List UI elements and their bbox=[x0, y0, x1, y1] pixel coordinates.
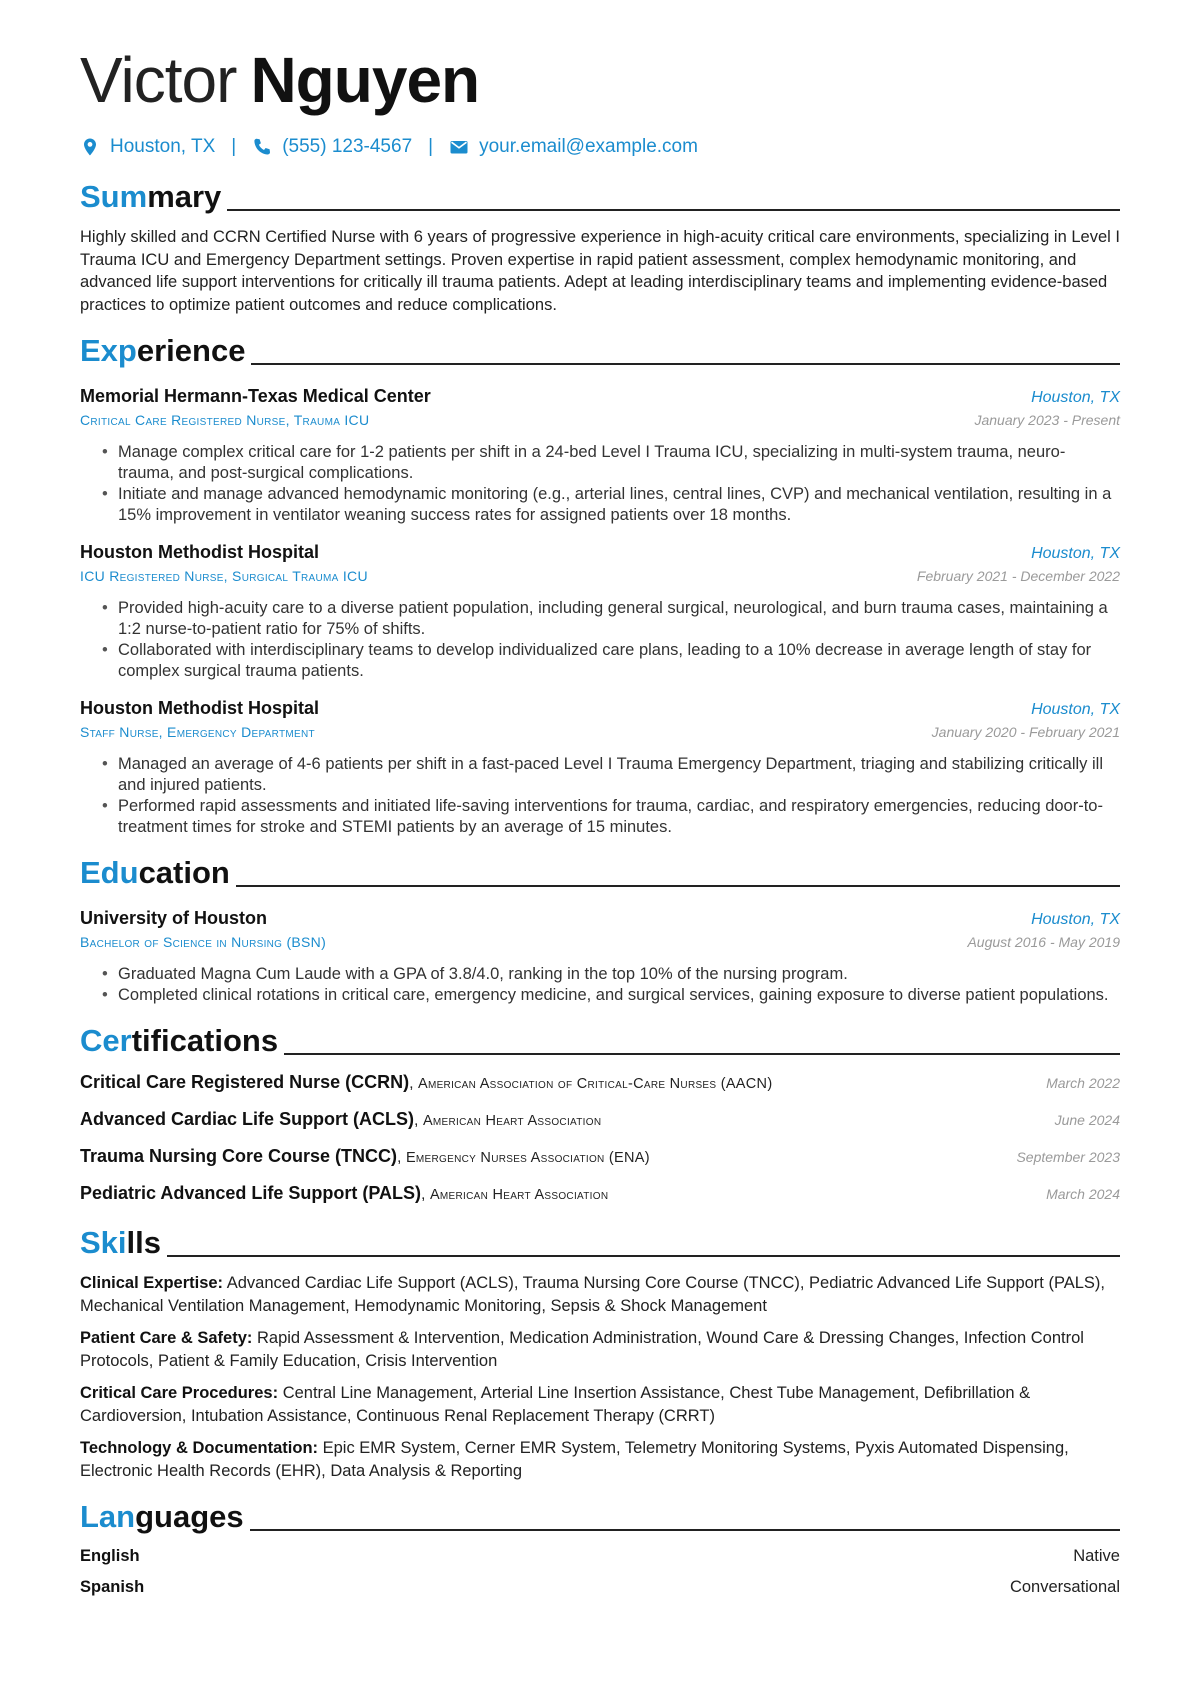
bullet-item: • Managed an average of 4-6 patients per shift in a fast-paced Level I Trauma Emergency Department, triaging and stabilizing critically ill and injured patients. bbox=[102, 755, 1104, 794]
job-location: Houston, TX bbox=[1031, 389, 1120, 406]
certification-date: March 2024 bbox=[1046, 1186, 1120, 1202]
job-title: Staff Nurse, Emergency Department bbox=[80, 724, 315, 740]
location-text: Houston, TX bbox=[110, 136, 216, 157]
skill-group bbox=[80, 1327, 1120, 1372]
certification-item: Trauma Nursing Core Course (TNCC), Emergency Nurses Association (ENA) September 2023 bbox=[80, 1146, 1120, 1166]
skill-group-label: Critical Care Procedures: bbox=[80, 1384, 279, 1402]
skill-group bbox=[80, 1272, 1120, 1317]
contact-location bbox=[80, 136, 215, 158]
skill-group bbox=[80, 1437, 1120, 1482]
experience-section bbox=[80, 332, 1120, 838]
certification-date: September 2023 bbox=[1016, 1149, 1120, 1165]
section-title: Experience bbox=[80, 333, 246, 368]
certifications-section bbox=[80, 1022, 1120, 1208]
job-dates: January 2023 - Present bbox=[974, 412, 1120, 428]
skill-group-text: Epic EMR System, Cerner EMR System, Telemetry Monitoring Systems, Pyxis Automated Dispensing, Electronic Health Records (EHR), Data Analysis & Reporting bbox=[80, 1439, 1069, 1480]
contact-phone[interactable] bbox=[252, 136, 412, 158]
degree-title: Bachelor of Science in Nursing (BSN) bbox=[80, 934, 327, 950]
certification-item: Critical Care Registered Nurse (CCRN), American Association of Critical-Care Nurses (AACN) March 2022 bbox=[80, 1072, 1120, 1092]
experience-entry bbox=[80, 384, 1120, 526]
education-entry bbox=[80, 906, 1120, 1006]
skills-section bbox=[80, 1224, 1120, 1482]
contact-email[interactable] bbox=[449, 136, 698, 158]
certification-name: Critical Care Registered Nurse (CCRN) bbox=[80, 1072, 410, 1092]
bullet-item: • Provided high-acuity care to a diverse patient population, including general surgical, neurological, and burn trauma cases, maintaining a 1:2 nurse-to-patient ratio for 75% of shifts. bbox=[102, 599, 1108, 638]
section-rule bbox=[250, 1529, 1120, 1531]
bullet-list bbox=[80, 964, 1120, 1006]
language-item bbox=[80, 1576, 1120, 1598]
skill-group-text: Advanced Cardiac Life Support (ACLS), Trauma Nursing Core Course (TNCC), Pediatric Advanced Life Support (PALS), Mechanical Ventilation Management, Hemodynamic Monitoring, Sepsis & Shock Management bbox=[80, 1274, 1105, 1315]
bullet-list bbox=[80, 598, 1120, 682]
education-section bbox=[80, 854, 1120, 1006]
email-link[interactable]: your.email@example.com bbox=[479, 136, 698, 157]
certification-item: Pediatric Advanced Life Support (PALS), American Heart Association March 2024 bbox=[80, 1183, 1120, 1203]
certification-issuer: Emergency Nurses Association (ENA) bbox=[405, 1150, 650, 1166]
map-marker-icon bbox=[80, 137, 100, 157]
section-title: Certifications bbox=[80, 1023, 279, 1058]
certification-date: June 2024 bbox=[1054, 1112, 1120, 1128]
job-location: Houston, TX bbox=[1031, 701, 1120, 718]
language-name: Spanish bbox=[80, 1578, 145, 1596]
phone-icon bbox=[252, 137, 272, 157]
certification-name: Advanced Cardiac Life Support (ACLS) bbox=[80, 1109, 415, 1129]
certification-name: Pediatric Advanced Life Support (PALS) bbox=[80, 1183, 422, 1203]
skill-group-label: Technology & Documentation: bbox=[80, 1439, 319, 1457]
contact-separator: | bbox=[428, 136, 434, 157]
bullet-list bbox=[80, 754, 1120, 838]
certification-item: Advanced Cardiac Life Support (ACLS), American Heart Association June 2024 bbox=[80, 1109, 1120, 1129]
phone-text: (555) 123-4567 bbox=[282, 136, 413, 157]
candidate-name bbox=[80, 44, 1120, 116]
contact-bar bbox=[80, 132, 1120, 162]
contact-separator: | bbox=[231, 136, 237, 157]
section-rule bbox=[167, 1255, 1120, 1257]
summary-text: Highly skilled and CCRN Certified Nurse with 6 years of progressive experience in high-acuity critical care environments, specializing in Level I Trauma ICU and Emergency Department settings. Proven expertise in rapid patient assessment, complex hemodynamic monitoring, and advanced life support interventions for critically ill trauma patients. Adept at leading interdisciplinary teams and implementing evidence-based practices to optimize patient outcomes and reduce complications. bbox=[80, 228, 1120, 314]
job-dates: February 2021 - December 2022 bbox=[916, 568, 1120, 584]
job-location: Houston, TX bbox=[1031, 545, 1120, 562]
employer-name: Houston Methodist Hospital bbox=[80, 542, 319, 562]
section-title: Languages bbox=[80, 1499, 244, 1534]
bullet-item: • Graduated Magna Cum Laude with a GPA of 3.8/4.0, ranking in the top 10% of the nursing program. bbox=[102, 965, 848, 983]
section-rule bbox=[251, 363, 1120, 365]
employer-name: Memorial Hermann-Texas Medical Center bbox=[80, 386, 431, 406]
job-dates: January 2020 - February 2021 bbox=[931, 724, 1120, 740]
skill-group-text: Rapid Assessment & Intervention, Medication Administration, Wound Care & Dressing Changes, Infection Control Protocols, Patient & Family Education, Crisis Intervention bbox=[80, 1329, 1084, 1370]
bullet-item: • Manage complex critical care for 1-2 patients per shift in a 24-bed Level I Trauma ICU, specializing in multi-system trauma, neuro-trauma, and post-surgical complications. bbox=[102, 443, 1066, 482]
bullet-list bbox=[80, 442, 1120, 526]
certification-issuer: American Heart Association bbox=[429, 1187, 609, 1203]
job-title: ICU Registered Nurse, Surgical Trauma ICU bbox=[80, 568, 368, 584]
skill-group-label: Clinical Expertise: bbox=[80, 1274, 224, 1292]
section-title: Skills bbox=[80, 1225, 161, 1260]
section-rule bbox=[284, 1053, 1120, 1055]
school-location: Houston, TX bbox=[1031, 911, 1120, 928]
job-title: Critical Care Registered Nurse, Trauma ICU bbox=[80, 412, 370, 428]
language-name: English bbox=[80, 1547, 140, 1565]
section-rule bbox=[227, 209, 1120, 211]
bullet-item: • Initiate and manage advanced hemodynamic monitoring (e.g., arterial lines, central lines, CVP) and mechanical ventilation, resulting in a 15% improvement in ventilator weaning success rates for assigned patients over 18 months. bbox=[102, 485, 1112, 524]
experience-entry bbox=[80, 696, 1120, 838]
experience-entry bbox=[80, 540, 1120, 682]
education-dates: August 2016 - May 2019 bbox=[967, 934, 1120, 950]
envelope-icon bbox=[449, 137, 469, 157]
section-title: Summary bbox=[80, 179, 222, 214]
certification-issuer: American Association of Critical-Care Nurses (AACN) bbox=[417, 1076, 773, 1092]
bullet-item: • Collaborated with interdisciplinary teams to develop individualized care plans, leading to a 10% decrease in average length of stay for complex surgical trauma patients. bbox=[102, 641, 1092, 680]
first-name: Victor bbox=[80, 44, 237, 116]
certification-date: March 2022 bbox=[1046, 1075, 1120, 1091]
languages-section bbox=[80, 1498, 1120, 1598]
section-title: Education bbox=[80, 855, 230, 890]
language-item bbox=[80, 1545, 1120, 1567]
bullet-item: • Completed clinical rotations in critical care, emergency medicine, and surgical services, gaining exposure to diverse patient populations. bbox=[102, 986, 1109, 1004]
language-level: Conversational bbox=[1009, 1578, 1120, 1596]
section-rule bbox=[236, 885, 1120, 887]
last-name: Nguyen bbox=[250, 44, 480, 116]
certification-issuer: American Heart Association bbox=[422, 1113, 602, 1129]
school-name: University of Houston bbox=[80, 908, 268, 928]
skill-group-label: Patient Care & Safety: bbox=[80, 1329, 253, 1347]
bullet-item: • Performed rapid assessments and initiated life-saving interventions for trauma, cardiac, and respiratory emergencies, reducing door-to-treatment times for stroke and STEMI patients by an average of 15 minutes. bbox=[102, 797, 1103, 836]
certification-name: Trauma Nursing Core Course (TNCC) bbox=[80, 1146, 398, 1166]
summary-section bbox=[80, 178, 1120, 316]
resume-page bbox=[80, 0, 1120, 1598]
skill-group bbox=[80, 1382, 1120, 1427]
skill-group-text: Central Line Management, Arterial Line Insertion Assistance, Chest Tube Management, Defibrillation & Cardioversion, Intubation Assistance, Continuous Renal Replacement Therapy (CRRT) bbox=[80, 1384, 1031, 1425]
employer-name: Houston Methodist Hospital bbox=[80, 698, 319, 718]
language-level: Native bbox=[1073, 1547, 1120, 1565]
